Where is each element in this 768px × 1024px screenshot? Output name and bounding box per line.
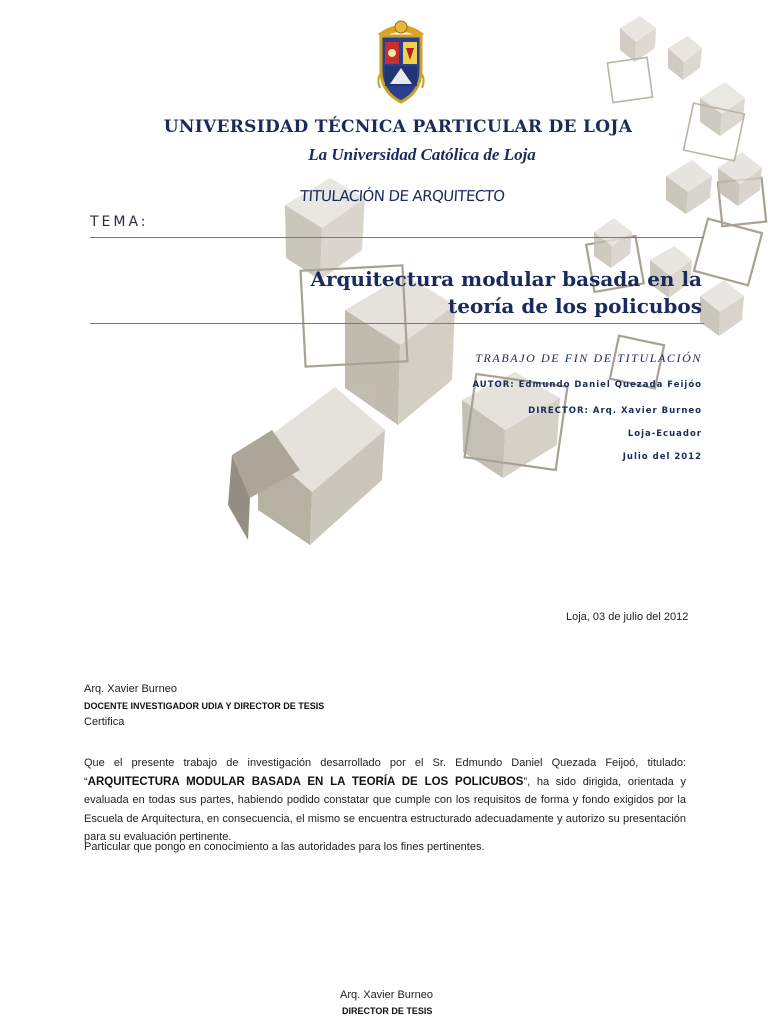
work-type: TRABAJO DE FIN DE TITULACIÓN <box>475 351 702 365</box>
thesis-title <box>182 266 702 320</box>
program-title: TITULACIÓN DE ARQUITECTO <box>299 187 506 205</box>
tema-label: TEMA: <box>90 214 149 230</box>
university-seal-logo <box>372 18 430 106</box>
divider-bottom <box>90 323 704 324</box>
paragraph-thesis-title: ARQUITECTURA MODULAR BASADA EN LA TEORÍA DE LOS POLICUBOS <box>87 775 524 788</box>
thesis-title-line2: teoría de los policubos <box>447 294 702 318</box>
certificate-paragraph <box>84 754 686 847</box>
place-line: Loja-Ecuador <box>627 429 702 439</box>
divider-top <box>90 237 704 238</box>
certificate-date: Loja, 03 de julio del 2012 <box>566 611 689 623</box>
closing-paragraph: Particular que pongo en conocimiento a las autoridades para los fines pertinentes. <box>84 841 485 853</box>
author-line: AUTOR: Edmundo Daniel Quezada Feijóo <box>472 380 702 390</box>
certifies-label: Certifica <box>84 716 125 728</box>
cube-large-lower <box>228 387 385 545</box>
cover-date: Julio del 2012 <box>622 452 702 462</box>
paragraph-text-b: ”, ha sido dirigida, orientada y evaluada en todas sus partes, habiendo podido constatar que cumple con los requisitos de forma y fondo exigidos por la Escuela de Arquitectura, en consecuencia, el mismo se encuentra estructurado adecuadamente y autorizo su presentación para su evaluación pertinente. <box>84 775 686 843</box>
signature-name: Arq. Xavier Burneo <box>340 989 433 1001</box>
university-name: UNIVERSIDAD TÉCNICA PARTICULAR DE LOJA <box>163 117 633 137</box>
director-line: DIRECTOR: Arq. Xavier Burneo <box>528 406 702 416</box>
thesis-title-line1: Arquitectura modular basada en la <box>310 267 702 291</box>
university-tagline: La Universidad Católica de Loja <box>308 145 536 164</box>
signer-name: Arq. Xavier Burneo <box>84 683 177 695</box>
paragraph-text-a: Que el presente trabajo de investigación desarrollado por el Sr. Edmundo Daniel Quezada Feijoó, titulado: “ <box>84 757 686 788</box>
signature-role: DIRECTOR DE TESIS <box>342 1006 433 1016</box>
signer-role: DOCENTE INVESTIGADOR UDIA Y DIRECTOR DE TESIS <box>84 701 325 711</box>
